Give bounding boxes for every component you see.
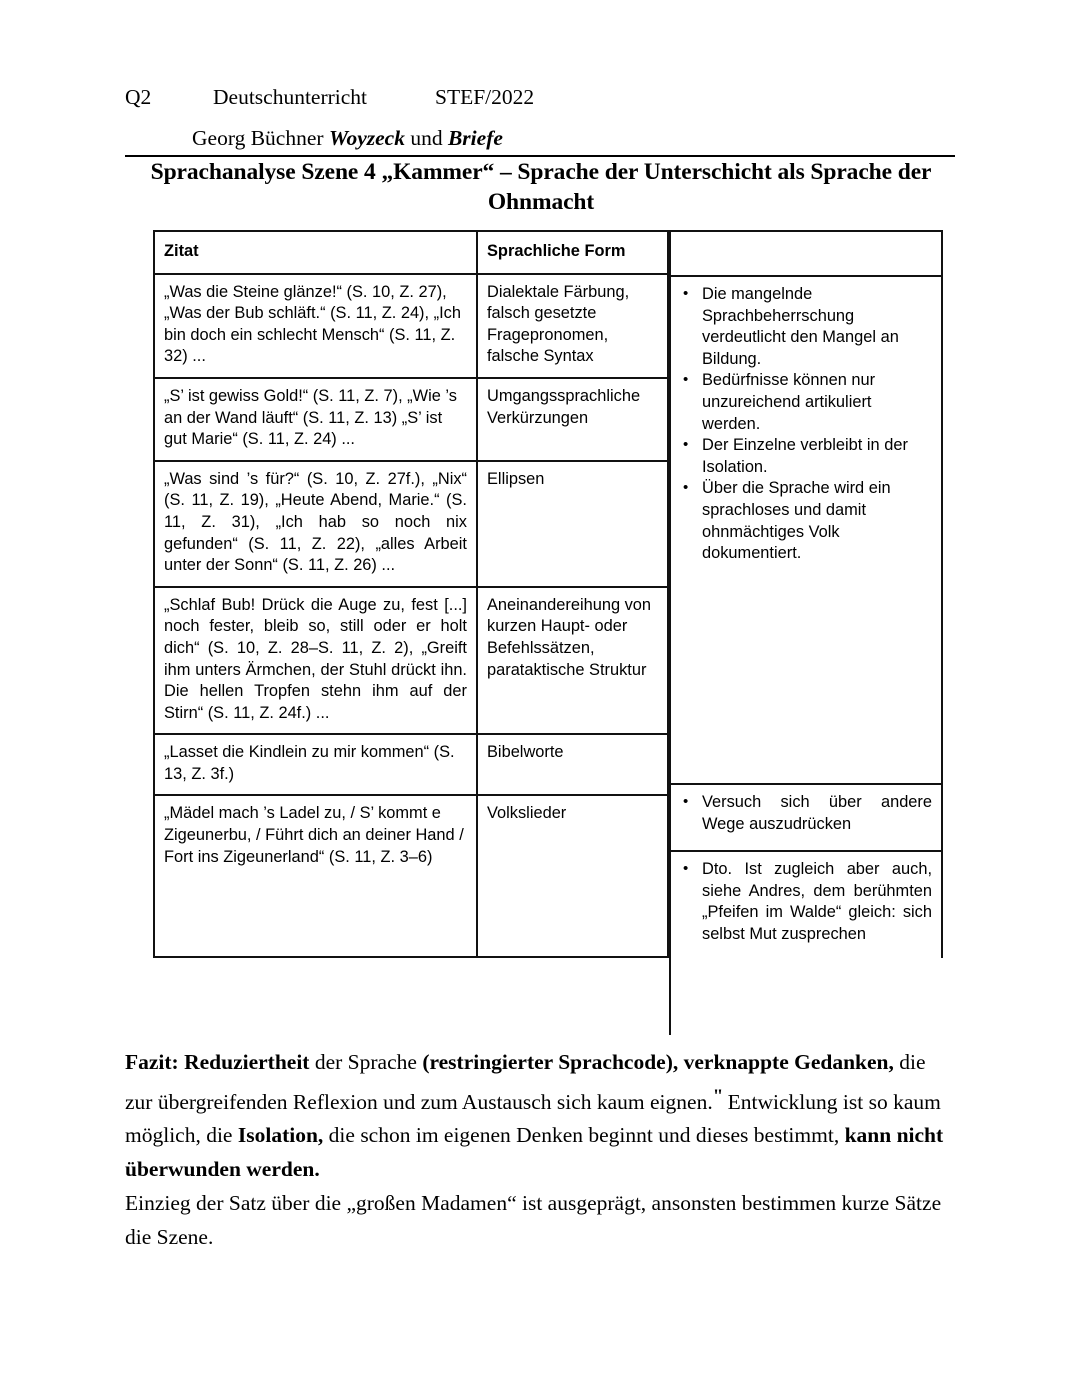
fazit-bold-2: (restringierter Sprachcode), verknappte Gedanken, <box>422 1050 894 1074</box>
header-course: Q2 <box>125 85 152 109</box>
fazit-bold-4: kann nicht überwunden werden. <box>125 1123 944 1181</box>
cell-sprachliche-form: Bibelworte <box>478 735 669 794</box>
page-title: Sprachanalyse Szene 4 „Kammer“ – Sprache der Unterschicht als Sprache der Ohnmacht <box>150 159 932 215</box>
header-subject: Deutschunterricht <box>213 85 368 109</box>
fazit-section <box>125 1046 955 1254</box>
list-item: • Der Einzelne verbleibt in der Isolation. <box>680 435 932 478</box>
cell-sprachliche-form: Umgangssprachliche Verkürzungen <box>478 379 669 460</box>
funktion-bullet-list <box>680 859 932 945</box>
list-item: • Über die Sprache wird ein sprachloses und damit ohnmächtiges Volk dokumentiert. <box>680 478 932 564</box>
cell-zitat: „Was sind ’s für?“ (S. 10, Z. 27f.), „Nix“ (S. 11, Z. 19), „Heute Abend, Marie.“ (S. 11, Z. 31), „Ich hab so noch nix gefunden“ (S. 11, Z. 22), „alles Arbeit unter der Sonn“ (S. 11, Z. 26) ... <box>155 462 478 586</box>
fazit-quote-mark: " <box>712 1085 723 1107</box>
cell-sprachliche-form: Volkslieder <box>478 796 669 956</box>
funktion-block-2 <box>669 783 941 850</box>
page-header <box>125 84 955 110</box>
cell-zitat: „Was die Steine glänze!“ (S. 10, Z. 27), „Was der Bub schläft.“ (S. 11, Z. 24), „Ich bin doch ein schlecht Mensch“ (S. 11, Z. 32) ... <box>155 275 478 377</box>
byline-work-briefe: Briefe <box>447 126 503 150</box>
column-header-sprachliche-form: Sprachliche Form <box>478 232 669 273</box>
fazit-text-3: Entwicklung ist so kaum möglich, die <box>125 1089 941 1147</box>
cell-zitat: „Lasset die Kindlein zu mir kommen“ (S. 13, Z. 3f.) <box>155 735 478 794</box>
funktion-header-spacer <box>669 232 941 275</box>
funktion-bullet-list <box>680 792 932 835</box>
list-item: • Dto. Ist zugleich aber auch, siehe Andres, dem berühmten „Pfeifen im Walde“ gleich: sich selbst Mut zusprechen <box>680 859 932 945</box>
cell-sprachliche-form: Ellipsen <box>478 462 669 586</box>
cell-zitat: „Mädel mach ’s Ladel zu, / S’ kommt e Zigeunerbu, / Führt dich an deiner Hand / Fort ins Zigeunerland“ (S. 11, Z. 3–6) <box>155 796 478 956</box>
fazit-text-2: die zur übergreifenden Reflexion und zum Austausch sich kaum eignen. <box>125 1050 926 1114</box>
cell-zitat: „Schlaf Bub! Drück die Auge zu, fest [...] noch fester, bleib so, still oder er holt dich“ (S. 10, Z. 28–S. 11, Z. 2), „Greift ihm unters Ärmchen, der Stuhl drückt ihn. Die hellen Tropfen stehn ihm auf der Stirn“ (S. 11, Z. 24f.) ... <box>155 588 478 734</box>
fazit-paragraph-1 <box>125 1046 955 1186</box>
fazit-bold-3: Isolation, <box>237 1123 324 1147</box>
list-item: • Die mangelnde Sprachbeherrschung verdeutlicht den Mangel an Bildung. <box>680 284 932 370</box>
fazit-text-4: die schon im eigenen Denken beginnt und dieses bestimmt, <box>323 1123 845 1147</box>
funktion-bullet-list <box>680 284 932 565</box>
fazit-text-1: der Sprache <box>309 1050 423 1074</box>
byline <box>192 125 503 151</box>
column-header-zitat: Zitat <box>155 232 478 273</box>
fazit-bold-1: Fazit: Reduziertheit <box>125 1050 310 1074</box>
cell-sprachliche-form: Dialektale Färbung, falsch gesetzte Fragepronomen, falsche Syntax <box>478 275 669 377</box>
funktion-block-3 <box>669 850 941 1035</box>
byline-work-woyzeck: Woyzeck <box>328 126 405 150</box>
analysis-table <box>153 230 943 958</box>
list-item: • Versuch sich über andere Wege auszudrücken <box>680 792 932 835</box>
byline-author: Georg Büchner <box>192 126 329 150</box>
fazit-paragraph-2: Einzieg der Satz über die „großen Madamen“ ist ausgeprägt, ansonsten bestimmen kurze Sätze die Szene. <box>125 1191 942 1249</box>
header-code: STEF/2022 <box>435 85 535 109</box>
funktion-block-1 <box>669 275 941 783</box>
list-item: • Bedürfnisse können nur unzureichend artikuliert werden. <box>680 370 932 435</box>
funktion-column <box>669 232 941 1035</box>
byline-conjunction: und <box>404 126 448 150</box>
cell-zitat: „S’ ist gewiss Gold!“ (S. 11, Z. 7), „Wie ’s an der Wand läuft“ (S. 11, Z. 13) „S’ ist gut Marie“ (S. 11, Z. 24) ... <box>155 379 478 460</box>
cell-sprachliche-form: Aneinandereihung von kurzen Haupt- oder Befehlssätzen, parataktische Struktur <box>478 588 669 734</box>
